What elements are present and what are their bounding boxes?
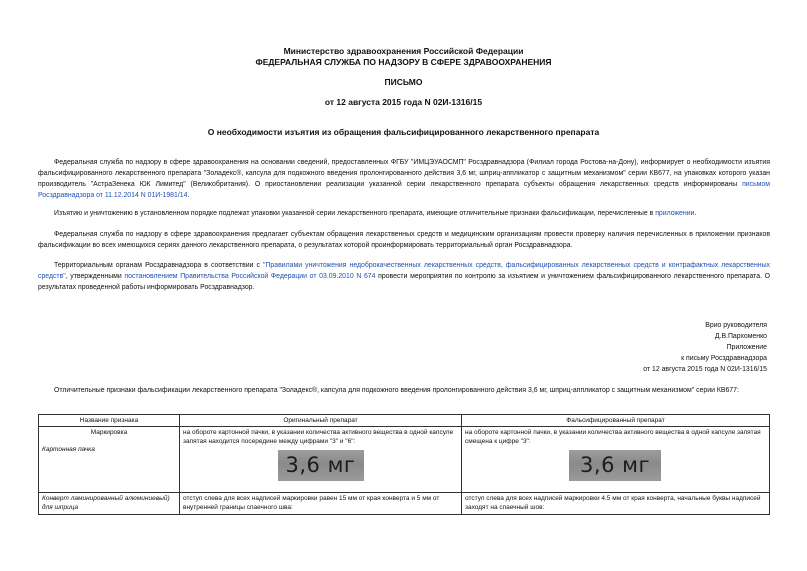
paragraph-4-text: Территориальным органам Росздравнадзора в соответствии с [54,262,264,269]
letter-link[interactable]: письмом Росздравнадзора от 11.12.2014 N 01И-1981/14 [38,181,770,199]
feature-sub: Картонная пачка [42,446,95,453]
appendix-label: Приложение [726,344,767,351]
fake-label-photo: 3,6 мг [569,450,661,481]
col-header-fake: Фальсифицированный препарат [462,415,770,427]
paragraph-1-end: . [187,192,190,199]
appendix-link[interactable]: приложении [655,210,695,217]
table-row [39,427,770,493]
paragraph-4-mid: , утвержденными [65,273,125,280]
signer-position: Врио руководителя [705,322,767,329]
rules-link[interactable]: "Правилами уничтожения недоброкачественных лекарственных средств, фальсифицированных лекарственных средств и контрафактных лекарственных средств" [38,262,770,280]
feature-cell: Конверт ламинированный алюминиевый) для шприца [39,493,180,515]
fake-cell: отступ слева для всех надписей маркировки 4.5 мм от края конверта, начальные буквы надписей заходят на спаечный шов: [462,493,770,515]
col-header-feature: Название признака [39,415,180,427]
appendix-date: от 12 августа 2015 года N 02И-1316/15 [643,366,767,373]
paragraph-1-text: Федеральная служба по надзору в сфере здравоохранения на основании сведений, предоставленных ФГБУ "ИМЦЭУАОСМП" Росздравнадзора (Филиал города Ростова-на-Дону), информирует о необходимости изъятия фальсифицированного лекарственного препарата "Золадекс®, капсула для подкожного введения пролонгированного действия 3,6 мг, шприц-аппликатор с защитным механизмом" серии КВ677, на упаковках которого указан производитель "АстраЗенека ЮК Лимитед" (Великобритания). О приостановлении реализации указанной серии лекарственного препарата субъекты обращения лекарственных средств информированы [38,159,770,188]
header-block [0,46,807,68]
original-cell: отступ слева для всех надписей маркировки равен 15 мм от края конверта и 5 мм от внутренней границы спаечного шва: [180,493,462,515]
paragraph-2-text: Изъятию и уничтожению в установленном порядке подлежат упаковки указанной серии лекарственного препарата, имеющие отличительные признаки фальсификации, перечисленные в [54,210,656,217]
table-row [39,493,770,515]
signer-name: Д.В.Пархоменко [714,333,767,340]
original-text: на обороте картонной пачки, в указании количества активного вещества в одной капсуле запятая находится посередине между цифрами "3" и "6": [183,429,454,445]
paragraph-4-end: провести мероприятия по контролю за изъятием и уничтожением фальсифицированного лекарственного препарата. О результатах проведенной работы информировать Росздравнадзор. [38,273,770,291]
resolution-link[interactable]: постановлением Правительства Российской Федерации от 03.09.2010 N 674 [124,273,376,280]
document-type: ПИСЬМО [384,77,423,87]
ministry-name: Министерство здравоохранения Российской Федерации [283,46,524,56]
original-label-photo: 3,6 мг [278,450,364,481]
feature-cell [39,427,180,493]
fake-text: на обороте картонной пачки, в указании количества активного вещества в одной капсуле запятая смещена к цифре "3": [465,429,761,445]
paragraph-1 [38,157,770,201]
paragraph-3: Федеральная служба по надзору в сфере здравоохранения предлагает субъектам обращения лекарственных средств и медицинским организациям провести проверку наличия перечисленных в приложении признаков фальсификации во всех имеющихся сериях данного лекарственного препарата, о результатах которой проинформировать территориальный орган Росздравнадзора. [38,231,770,249]
paragraph-4 [38,260,770,293]
document-date-number: от 12 августа 2015 года N 02И-1316/15 [324,97,483,107]
features-table [38,414,770,515]
appendix-to: к письму Росздравнадзора [681,355,767,362]
document-subject: О необходимости изъятия из обращения фальсифицированного лекарственного препарата [207,127,600,137]
fake-cell [462,427,770,493]
service-name: ФЕДЕРАЛЬНАЯ СЛУЖБА ПО НАДЗОРУ В СФЕРЕ ЗДРАВООХРАНЕНИЯ [255,57,552,67]
paragraph-2 [38,208,770,219]
col-header-original: Оригинальный препарат [180,415,462,427]
table-intro: Отличительные признаки фальсификации лекарственного препарата "Золадекс®, капсула для подкожного введения пролонгированного действия 3,6 мг, шприц-аппликатор с защитным механизмом" серии КВ677: [54,387,739,394]
original-cell [180,427,462,493]
table-header-row [39,415,770,427]
feature-name: Маркировка [90,429,128,436]
paragraph-2-end: . [694,210,697,217]
